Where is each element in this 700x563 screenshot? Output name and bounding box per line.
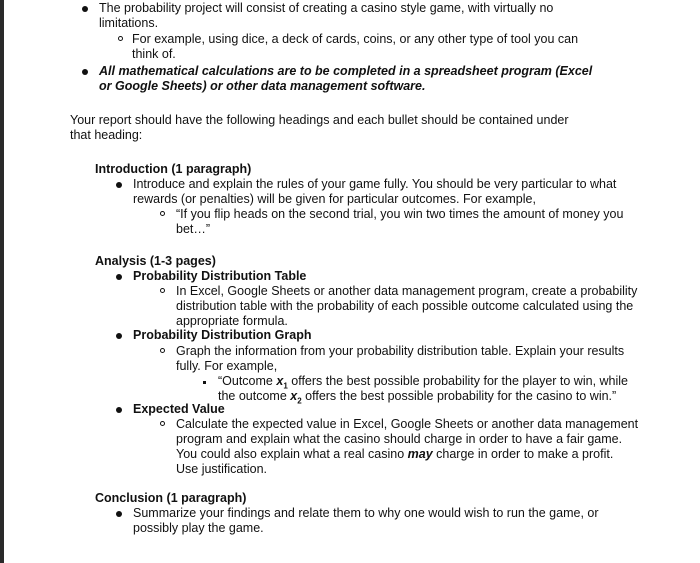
introduction-example-line1: “If you flip heads on the second trial, you win two times the amount of money you — [176, 207, 624, 221]
introduction-bullet-line1: Introduce and explain the rules of your game fully. You should be very particular to what — [133, 177, 617, 191]
ev-line1: Calculate the expected value in Excel, Google Sheets or another data management — [176, 417, 639, 431]
page-edge — [0, 0, 4, 563]
example-quote-line2: the outcome $x_2$ offers the best possible probability for the casino to win.” — [218, 389, 617, 406]
analysis-heading: Analysis (1-3 pages) — [95, 254, 216, 268]
introduction-example-line2: bet…” — [176, 222, 211, 236]
top-sub-item-line2: think of. — [132, 47, 176, 61]
intro-line2: that heading: — [70, 128, 143, 142]
ev-line2: program and explain what the casino should charge in order to have a fair game. — [176, 432, 623, 446]
bullet-icon — [82, 69, 88, 75]
pdg-line2: fully. For example, — [176, 359, 278, 373]
top-sub-item-line1: For example, using dice, a deck of cards, coins, or any other type of tool you can — [132, 32, 579, 46]
top-item-1-line2: limitations. — [99, 16, 159, 30]
bullet-icon — [116, 274, 122, 280]
ev-line3: You could also explain what a real casino may charge in order to make a profit. — [176, 447, 614, 461]
square-bullet-icon — [203, 381, 206, 384]
top-item-2-line1: All mathematical calculations are to be completed in a spreadsheet program (Excel — [99, 64, 593, 78]
pdt-line1: In Excel, Google Sheets or another data management program, create a probability — [176, 284, 638, 298]
circle-bullet-icon — [118, 36, 123, 41]
top-item-2-line2: or Google Sheets) or other data management software. — [99, 79, 426, 93]
top-item-1-line1: The probability project will consist of creating a casino style game, with virtually no — [99, 1, 554, 15]
ev-line4: Use justification. — [176, 462, 268, 476]
pdg-title: Probability Distribution Graph — [133, 328, 312, 342]
conclusion-bullet-line2: possibly play the game. — [133, 521, 264, 535]
conclusion-heading: Conclusion (1 paragraph) — [95, 491, 247, 505]
pdt-line2: distribution table with the probability of each possible outcome calculated using the — [176, 299, 634, 313]
introduction-heading: Introduction (1 paragraph) — [95, 162, 252, 176]
conclusion-bullet-line1: Summarize your findings and relate them to why one would wish to run the game, or — [133, 506, 599, 520]
circle-bullet-icon — [160, 288, 165, 293]
bullet-icon — [82, 6, 88, 12]
example-quote-line1: “Outcome $x_1$ offers the best possible probability for the player to win, while — [218, 374, 628, 391]
bullet-icon — [116, 407, 122, 413]
circle-bullet-icon — [160, 421, 165, 426]
bullet-icon — [116, 333, 122, 339]
bullet-icon — [116, 182, 122, 188]
circle-bullet-icon — [160, 348, 165, 353]
bullet-icon — [116, 511, 122, 517]
circle-bullet-icon — [160, 211, 165, 216]
pdt-line3: appropriate formula. — [176, 314, 288, 328]
ev-title: Expected Value — [133, 402, 225, 416]
intro-line1: Your report should have the following headings and each bullet should be contained under — [70, 113, 569, 127]
pdt-title: Probability Distribution Table — [133, 269, 307, 283]
pdg-line1: Graph the information from your probability distribution table. Explain your results — [176, 344, 625, 358]
introduction-bullet-line2: rewards (or penalties) will be given for particular outcomes. For example, — [133, 192, 536, 206]
